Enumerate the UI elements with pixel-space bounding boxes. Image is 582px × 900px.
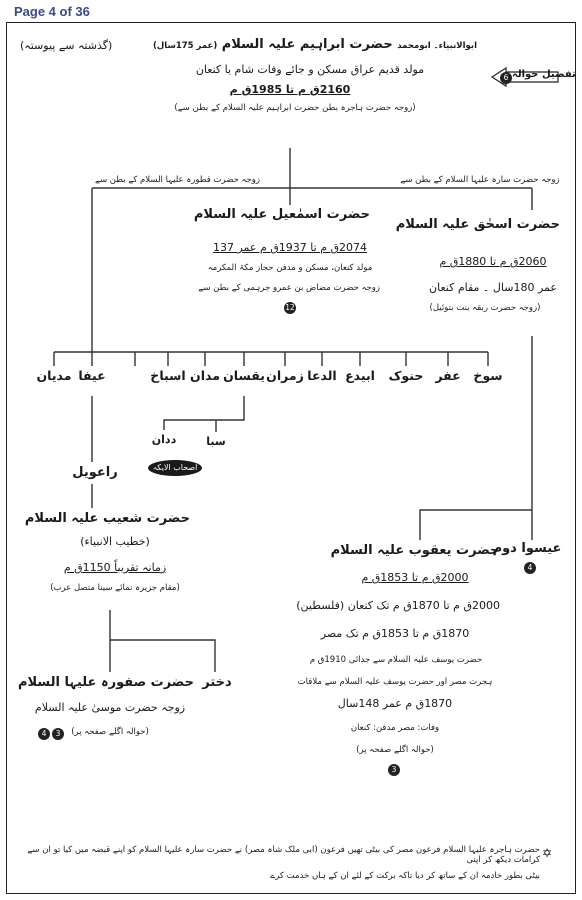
ismail-place: مولد کنعان، مسکن و مدفن حجاز مکۃ المکرمہ (207, 263, 373, 273)
daughter-label: دختر (202, 675, 232, 690)
raoel-name: راعویل (72, 465, 118, 480)
yaqub-dates: 2000ق م تا 1853ق م (361, 571, 469, 584)
yaqub-ref: (حوالہ اگلے صفحہ پر) (356, 745, 434, 755)
son-isbakh: اسباخ (150, 368, 186, 383)
footnote-line-2: بیٹی بطور خادمہ ان کے ساتھ کر دیا تاکہ برکت کے لئے ان کے ہاں خدمت کرے (270, 871, 540, 881)
son-ifa: عیفا (78, 368, 106, 383)
shuaib-title: (خطیب الانبیاء) (80, 535, 150, 548)
son-hanuk: حنوک (388, 368, 424, 383)
ashab-al-aika-badge: اصحاب الایکہ (148, 460, 202, 476)
ishaq-name: حضرت اسحٰق علیہ السلام (395, 217, 560, 232)
son-yaqshan: یقسان (223, 368, 265, 383)
ishaq-age-place: عمر 180سال ۔ مقام کنعان (429, 281, 557, 294)
continued-label: (گذشتہ سے پیوستہ) (20, 39, 113, 52)
safura-ref-icon-1: 3 (52, 728, 64, 740)
yaqub-line2: 1870ق م تا 1853ق م تک مصر (320, 627, 470, 640)
ibrahim-epithet: ابوالانبیاء۔ ابومحمد (397, 41, 477, 51)
ismail-note: زوجہ حضرت مضاض بن عمرو جرہمی کے بطن سے (198, 283, 380, 293)
ibrahim-note: (زوجہ حضرت ہاجرہ بطن حضرت ابراہیم علیہ السلام کے بطن سے) (174, 103, 416, 113)
safura-ref: (حوالہ اگلے صفحہ پر) (71, 727, 149, 737)
safura-name: حضرت صفورہ علیہا السلام (17, 675, 194, 690)
esau-name: عیسوا دوم (492, 541, 562, 556)
page-label: Page 4 of 36 (14, 4, 90, 19)
ishaq-note: (زوجہ حضرت ربقہ بنت بتوئیل) (429, 303, 541, 313)
son-sukh: سوخ (473, 368, 503, 383)
line-yaqshan-children (164, 396, 244, 430)
safura-note: زوجہ حضرت موسیٰ علیہ السلام (34, 701, 186, 714)
footnote-star-icon: ✡ (542, 846, 553, 860)
ref-number-icon: 6 (500, 72, 512, 84)
child-saba: سبا (206, 435, 226, 448)
esau-ref-icon: 4 (524, 562, 536, 574)
ismail-dates: 2074ق م تا 1937ق م عمر 137 (212, 241, 368, 254)
sara-branch-label: زوجہ حضرت سارہ علیہا السلام کے بطن سے (400, 175, 560, 185)
son-midian: مدیان (36, 368, 72, 383)
yaqub-name: حضرت یعقوب علیہ السلام (330, 543, 500, 558)
qatura-branch-label: زوجہ حضرت قطورہ علیہا السلام کے بطن سے (94, 175, 260, 185)
ismail-name: حضرت اسمٰعیل علیہ السلام (193, 207, 370, 222)
ismail-ref-icon: 12 (285, 303, 295, 312)
son-alda: الدعا (307, 368, 337, 383)
yaqub-age: 1870ق م عمر 148سال (337, 697, 453, 710)
safura-ref-icon-2: 4 (38, 728, 50, 740)
yaqub-ref-icon: 3 (388, 764, 400, 776)
ishaq-dates: 2060ق م تا 1880ق م (439, 255, 547, 268)
yaqub-line4: ہجرت مصر اور حضرت یوسف علیہ السلام سے ملاقات (297, 677, 493, 687)
shuaib-era: زمانہ تقریباً 1150ق م (63, 561, 167, 574)
child-dedan: ددان (151, 433, 177, 446)
son-medan: مدان (190, 368, 220, 383)
son-zimran: زمران (266, 368, 304, 383)
son-afar: عفر (435, 368, 461, 383)
son-abida: ابیدع (345, 368, 375, 383)
shuaib-place: (مقام جزیرہ نمائے سینا متصل عرب) (50, 583, 180, 593)
footnote-line-1: حضرت ہاجرہ علیہا السلام فرعون مصر کی بیٹی تھیں فرعون (ابی ملک شاہ مصر) نے حضرت سارہ علیہا السلام کو اپنے قبضہ میں کیا تو ان سے کرامات دیکھ کر اپنی (27, 845, 540, 865)
line-shuaib-daughter (110, 610, 215, 672)
yaqub-line3: حضرت یوسف علیہ السلام سے جدائی 1910ق م (309, 655, 483, 665)
ibrahim-age: (عمر 175سال) (153, 41, 218, 51)
ibrahim-birthplace: مولد قدیم عراق مسکن و جائے وفات شام یا کنعان (195, 63, 425, 76)
yaqub-death: وفات: مصر مدفن: کنعان (350, 723, 440, 733)
ibrahim-name: حضرت ابراہیم علیہ السلام (221, 37, 393, 52)
reference-arrow-label: تفصیل حوالہ (512, 69, 576, 80)
yaqub-line1: 2000ق م تا 1870ق م تک کنعان (فلسطین) (296, 599, 500, 612)
ibrahim-dates: 2160ق م تا 1985ق م (229, 83, 351, 96)
shuaib-name: حضرت شعیب علیہ السلام (24, 511, 190, 526)
ibrahim-title (150, 38, 480, 53)
